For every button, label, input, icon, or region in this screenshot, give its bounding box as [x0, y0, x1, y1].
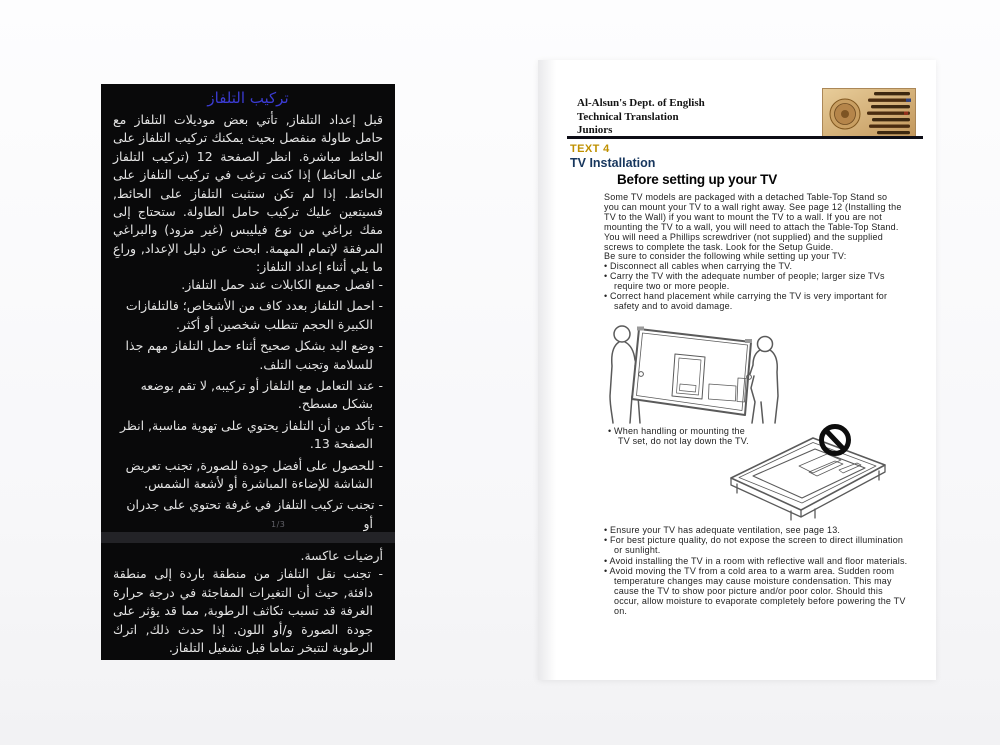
two-people-carrying-tv-icon — [608, 322, 780, 424]
list-item: • Avoid moving the TV from a cold area to a warm area. Sudden room temperature changes may cause moisture condensation. This may cause the TV to show poor picture and/or poor color. Should this occur, allow moisture to evaporate completely before powering the TV on. — [604, 566, 906, 616]
list-item: - تأكد من أن التلفاز يحتوي على تهوية مناسبة, انظر الصفحة 13. — [119, 417, 383, 452]
arabic-intro-paragraph: قبل إعداد التلفاز, تأتي بعض موديلات التلفاز مع حامل طاولة منفصل بحيث يمكنك تركيب التلفاز على الحائط مباشرة. انظر الصفحة 12 (تركيب التلفاز على الحائط) إذا كنت ترغب في تركيب التلفاز على الحائط. إذا لم تكن ستثبت التلفاز على الحائط, فسيتعين عليك تركيب حامل الطاولة. ستحتاج إلى مفك براغي من نوع فيليبس (غير مزود) والبراغي المرفقة لإتمام المهمة. ابحث عن دليل الإعداد, وراعِ ما يلي أثناء إعداد التلفاز: — [113, 112, 383, 275]
list-item: • Correct hand placement while carrying the TV is very important for safety and to avoid damage. — [604, 291, 888, 311]
tv-laid-flat-icon — [723, 418, 893, 526]
header-department: Al-Alsun's Dept. of English — [577, 97, 705, 109]
english-source-page — [538, 60, 936, 680]
continuation-text: أرضيات عاكسة. — [300, 548, 383, 563]
intro-paragraph: Some TV models are packaged with a detached Table-Top Stand so you can mount your TV to a wall right away. See page 12 (Installing the TV to the Wall) if you want to mount the TV to a wall. If you are not mounting the TV to a wall, you will need to attach the Table-Top Stand. You will need a Phillips screwdriver (not supplied) and the supplied screws to complete the task. Look for the Setup Guide. — [604, 192, 902, 252]
list-item: - عند التعامل مع التلفاز أو تركيبه, لا تقم بوضعه بشكل مسطح. — [140, 378, 383, 412]
page-break-divider — [101, 532, 395, 543]
manuscript-logo-icon — [822, 88, 916, 138]
list-item: • Ensure your TV has adequate ventilation, see page 13. — [604, 525, 841, 535]
list-item: - وضع اليد بشكل صحيح أثناء حمل التلفاز مهم جذا للسلامة وتجنب التلف. — [125, 338, 383, 372]
carrying-tv-illustration — [608, 322, 780, 424]
body-text-block — [604, 193, 902, 312]
page-indicator: 1/3 — [271, 520, 286, 529]
department-logo — [822, 88, 916, 138]
page-edge-shadow — [538, 60, 556, 680]
list-item: - للحصول على أفضل جودة للصورة, تجنب تعريض الشاشة للإضاءة المباشرة أو لأشعة الشمس. — [125, 457, 383, 492]
arabic-bullet-list — [113, 276, 383, 536]
arabic-translation-panel — [101, 84, 395, 660]
arabic-title: تركيب التلفاز — [207, 89, 289, 107]
list-item: - تجنب تركيب التلفاز في غرفة تحتوي على جدران أو — [126, 497, 383, 531]
do-not-lay-flat-illustration — [723, 418, 893, 526]
document-title: TV Installation — [570, 156, 656, 170]
document-header — [577, 97, 705, 138]
text-number-label: TEXT 4 — [570, 143, 610, 155]
list-item: • Disconnect all cables when carrying the TV. — [604, 261, 793, 272]
list-item: • For best picture quality, do not expose the screen to direct illumination or sunlight. — [604, 535, 904, 556]
bottom-bullet-list — [604, 526, 910, 617]
header-course: Technical Translation — [577, 110, 679, 123]
consider-line: Be sure to consider the following while setting up your TV: — [604, 251, 847, 262]
list-item: • Carry the TV with the adequate number of people; larger size TVs require two or more people. — [604, 271, 885, 292]
list-item: - تجنب نقل التلفاز من منطقة باردة إلى منطقة دافئة, حيث أن التغيرات المفاجئة في درجة حرارة الغرفة قد تسبب تكاثف الرطوبة, مما قد يؤثر على جودة الصورة و/أو اللون. إذا حدث ذلك, اترك الرطوبة لتتبخر تماما قبل تشغيل التلفاز. — [113, 566, 383, 656]
list-item: • Avoid installing the TV in a room with reflective wall and floor materials. — [604, 555, 908, 566]
header-level: Juniors — [577, 124, 613, 136]
list-item: - افصل جميع الكابلات عند حمل التلفاز. — [181, 277, 383, 292]
arabic-continuation-block — [113, 547, 383, 660]
header-divider-line — [567, 136, 923, 139]
list-item: - احمل التلفاز بعدد كاف من الأشخاص؛ فالتلفازات الكبيرة الحجم تتطلب شخصين أو أكثر. — [125, 298, 383, 332]
section-heading: Before setting up your TV — [617, 172, 778, 187]
handling-note: • When handling or mounting the TV set, do not lay down the TV. — [608, 426, 749, 446]
